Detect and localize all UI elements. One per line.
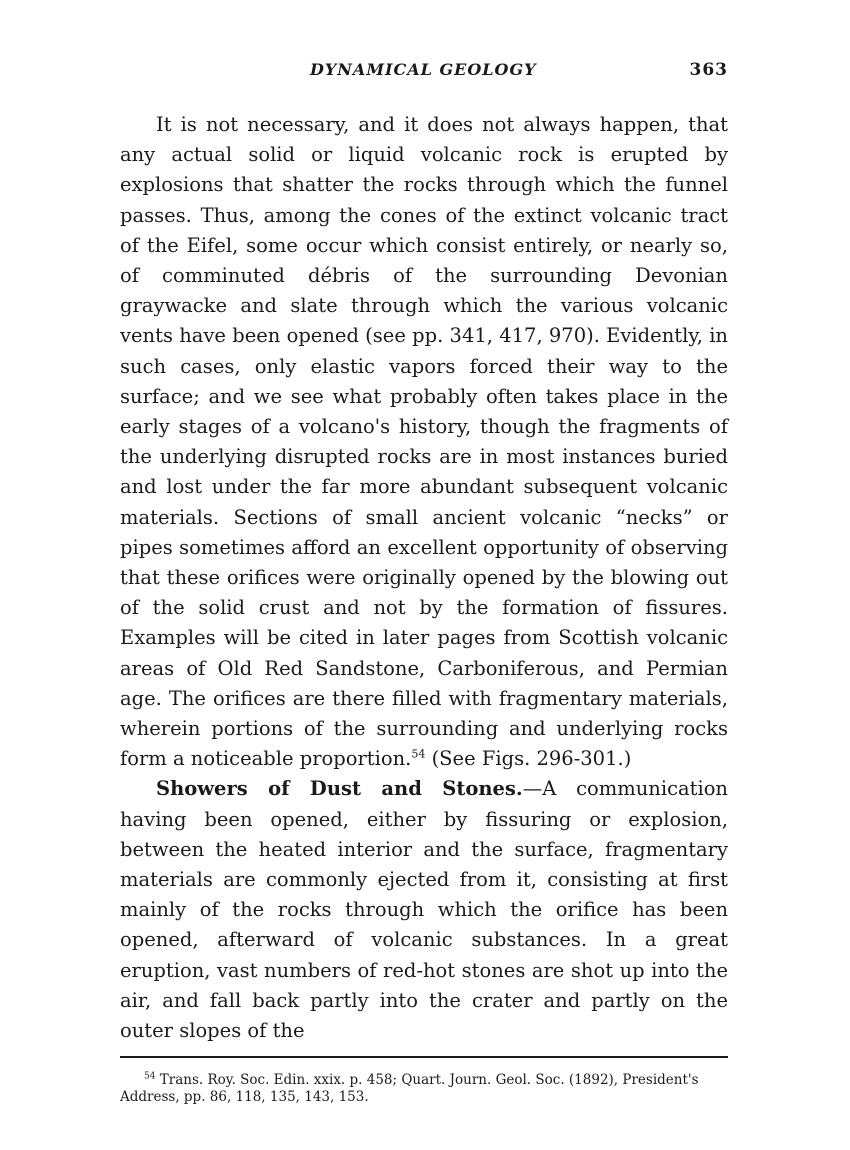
section-heading: Showers of Dust and Stones. [156,777,523,801]
paragraph-1-figure-reference: (See Figs. 296-301.) [425,747,632,771]
paragraph-2-text: —A communication having been opened, either by fissuring or explosion, between the heated interior and the surface, fragmentary materials are commonly ejected from it, consisting at first mainly of the rocks through which the orifice has been opened, afterward of volcanic substances. In a great eruption, vast numbers of red-hot stones are shot up into the air, and fall back partly into the crater and partly on the outer slopes of the [120,777,728,1043]
paragraph-1 [120,110,728,774]
footnote-text: Trans. Roy. Soc. Edin. xxix. p. 458; Quart. Journ. Geol. Soc. (1892), President's Address, pp. 86, 118, 135, 143, 153. [120,1072,699,1106]
body-text [120,110,728,1046]
footnote-divider [120,1056,728,1058]
page-number: 363 [689,60,728,80]
footnote [120,1072,728,1106]
running-head [120,60,728,90]
paragraph-2 [120,774,728,1046]
running-title: DYNAMICAL GEOLOGY [310,60,537,79]
paragraph-1-text: It is not necessary, and it does not always happen, that any actual solid or liquid volcanic rock is erupted by explosions that shatter the rocks through which the funnel passes. Thus, among the cones of the extinct volcanic tract of the Eifel, some occur which consist entirely, or nearly so, of comminuted débris of the surrounding Devonian graywacke and slate through which the various volcanic vents have been opened (see pp. 341, 417, 970). Evidently, in such cases, only elastic vapors forced their way to the surface; and we see what probably often takes place in the early stages of a volcano's history, though the fragments of the underlying disrupted rocks are in most instances buried and lost under the far more abundant subsequent volcanic materials. Sections of small ancient volcanic “necks” or pipes sometimes afford an excellent opportunity of observing that these orifices were originally opened by the blowing out of the solid crust and not by the formation of fissures. Examples will be cited in later pages from Scottish volcanic areas of Old Red Sandstone, Carboniferous, and Permian age. The orifices are there filled with fragmentary materials, wherein portions of the surrounding and underlying rocks form a noticeable proportion. [120,113,728,771]
footnote-marker: 54 [144,1071,156,1082]
footnote-reference: 54 [411,747,426,761]
book-page [120,60,728,1106]
